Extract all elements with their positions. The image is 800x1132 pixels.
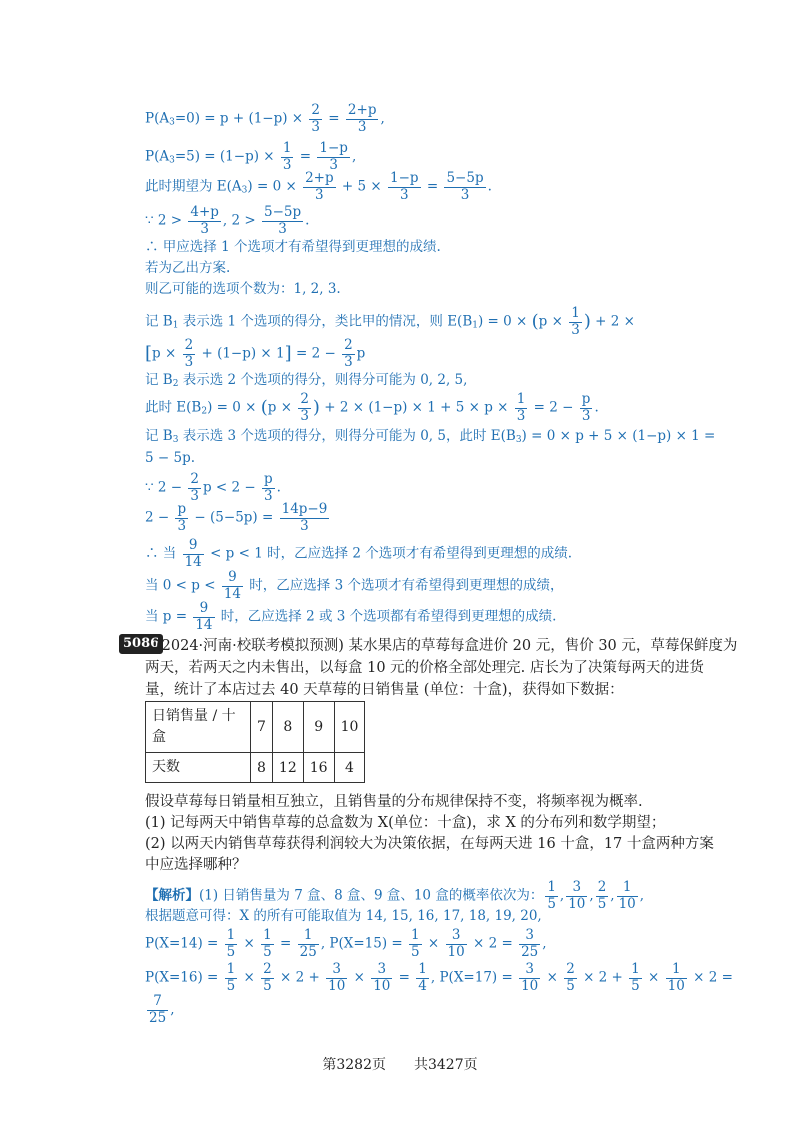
denominator: 3 — [278, 220, 287, 237]
line-l7 — [145, 283, 341, 297]
fraction — [444, 171, 485, 203]
numerator: 1 — [631, 961, 640, 977]
text-run: × 2 = — [688, 969, 733, 986]
denominator: 5 — [597, 895, 607, 912]
line-l3 — [145, 171, 492, 203]
text-run: 记 B — [145, 428, 173, 444]
table-row-label: 天数 — [146, 753, 251, 783]
fraction — [326, 962, 347, 994]
line-l9 — [145, 338, 365, 370]
text-run: 当 0 < p < — [145, 577, 220, 594]
denominator: 3 — [516, 407, 526, 424]
line-l11 — [145, 392, 599, 424]
denominator: 5 — [226, 977, 236, 994]
numerator: 1 — [226, 961, 236, 977]
text-run: P(X=14) = — [145, 935, 223, 952]
bracket: ) — [583, 311, 591, 333]
denominator: 3 — [300, 407, 309, 424]
denominator: 10 — [618, 895, 636, 912]
text-run: ∵ 2 > — [145, 212, 187, 229]
text-run: , — [610, 887, 615, 904]
numerator: 1 — [282, 140, 292, 156]
bracket: ) — [312, 397, 320, 419]
text-run: + (1−p) × 1 — [197, 345, 285, 362]
text-run: − (5−5p) = — [190, 509, 278, 526]
line-s3 — [145, 928, 547, 960]
table-cell: 7 — [251, 702, 273, 753]
analysis-label: 【解析】 — [145, 887, 199, 904]
line-l6 — [145, 262, 230, 276]
denominator: 25 — [149, 1009, 167, 1026]
numerator: 3 — [446, 928, 467, 945]
text-run: 表示选 1 个选项的得分，类比甲的情况，则 E(B — [178, 313, 473, 330]
fraction — [225, 928, 238, 960]
text-run: × — [349, 969, 370, 986]
fraction — [262, 205, 303, 237]
numerator: 1 — [226, 927, 236, 943]
text-run: 记 B — [145, 313, 173, 330]
line-l10 — [145, 374, 467, 389]
text-run: =5) = (1−p) × — [174, 148, 279, 165]
fraction — [262, 472, 275, 504]
fraction — [147, 994, 168, 1026]
subscript: 3 — [169, 117, 175, 128]
table-cell: 4 — [334, 753, 365, 783]
fraction — [281, 141, 294, 173]
numerator: 2 — [566, 961, 575, 977]
fraction — [519, 928, 540, 960]
text-run: 若为乙出方案. — [145, 260, 231, 276]
denominator: 5 — [631, 977, 640, 994]
fraction — [629, 962, 642, 994]
bracket: [ — [145, 343, 153, 365]
denominator: 5 — [263, 977, 272, 994]
denominator: 3 — [460, 186, 470, 203]
text-run: × 2 + — [275, 969, 325, 986]
line-l8 — [145, 306, 635, 338]
numerator: 3 — [519, 962, 540, 979]
fraction — [666, 962, 687, 994]
text-run: , — [639, 887, 645, 904]
text-run: , P(X=17) = — [430, 969, 518, 986]
numerator: 2 — [597, 879, 607, 895]
text-run: 此时 E(B — [145, 399, 202, 416]
numerator: 9 — [222, 570, 243, 587]
line-a2: (1) 记每两天中销售草莓的总盒数为 X(单位：十盒)，求 X 的分布列和数学期望； — [145, 815, 666, 831]
fraction — [309, 103, 322, 135]
text-run: 5 − 5p. — [145, 450, 196, 466]
fraction — [193, 601, 214, 633]
text-run: P(X=16) = — [145, 969, 223, 986]
text-run: ) = 0 × — [247, 178, 302, 195]
text-run: P(A — [145, 148, 170, 165]
subscript: 2 — [201, 406, 208, 417]
fraction — [580, 392, 593, 424]
text-run: = 2 − — [529, 399, 578, 416]
text-run: ) = 0 × p + 5 × (1−p) × 1 = — [521, 428, 716, 444]
denominator: 3 — [357, 118, 367, 135]
numerator: 1 — [418, 961, 427, 977]
subscript: 3 — [169, 155, 175, 166]
text-run: p < 2 − — [202, 479, 260, 496]
fraction — [298, 928, 319, 960]
fraction — [225, 962, 238, 994]
line-l16 — [145, 538, 572, 570]
numerator: 3 — [566, 880, 587, 897]
fraction — [371, 962, 392, 994]
text-run: 则乙可能的选项个数为：1, 2, 3. — [145, 281, 341, 297]
line-l17 — [145, 570, 563, 602]
denominator: 3 — [399, 186, 409, 203]
numerator: 9 — [193, 601, 214, 618]
fraction — [346, 103, 379, 135]
text-run: = — [275, 935, 296, 952]
fraction — [303, 171, 336, 203]
line-l12 — [145, 430, 715, 445]
text-run: ∴ 当 — [145, 545, 181, 562]
subscript: 3 — [515, 435, 522, 445]
text-run: 此时期望为 E(A — [145, 178, 242, 195]
denominator: 3 — [581, 407, 591, 424]
subscript: 1 — [472, 320, 478, 331]
fraction — [564, 962, 577, 994]
subscript: 3 — [241, 185, 248, 196]
denominator: 3 — [315, 186, 324, 203]
text-run: = — [394, 969, 415, 986]
denominator: 10 — [568, 895, 586, 912]
numerator: 3 — [371, 962, 392, 979]
fraction — [617, 880, 638, 912]
numerator: 1 — [666, 962, 687, 979]
text-run: × — [423, 935, 444, 952]
table-cell: 16 — [303, 753, 334, 783]
text-run: , — [589, 887, 594, 904]
text-run: , — [351, 148, 357, 165]
page-footer: 第3282页 共3427页 — [322, 1057, 478, 1073]
text-run: p × — [538, 313, 568, 330]
line-q3: 量，统计了本店过去 40 天草莓的日销售量 (单位：十盒)，获得如下数据： — [145, 682, 624, 698]
question-number-badge: 5086 — [119, 634, 163, 654]
denominator: 10 — [521, 977, 539, 994]
text-run: , — [170, 1001, 175, 1018]
text-run: ) = 0 × — [477, 313, 532, 330]
table-cell: 12 — [272, 753, 303, 783]
fraction — [183, 538, 204, 570]
fraction — [596, 880, 609, 912]
fraction — [183, 338, 196, 370]
fraction — [188, 472, 201, 504]
line-l14 — [145, 472, 281, 504]
numerator: 1 — [547, 879, 556, 895]
numerator: 2+p — [305, 170, 334, 186]
text-run: 时，乙应选择 3 个选项才有希望得到更理想的成绩， — [245, 577, 564, 594]
numerator: 4+p — [190, 204, 219, 220]
numerator: 1−p — [390, 170, 419, 186]
text-run: = — [324, 110, 344, 127]
text-run: × 2 = — [468, 935, 518, 952]
fraction — [545, 880, 558, 912]
denominator: 3 — [184, 353, 194, 370]
text-run: × — [239, 969, 260, 986]
text-run: , — [559, 887, 565, 904]
text-run: 表示选 3 个选项的得分，则得分可能为 0, 5，此时 E(B — [178, 428, 516, 444]
numerator: p — [581, 391, 591, 407]
line-l13 — [145, 452, 195, 466]
fraction — [569, 306, 582, 338]
numerator: p — [264, 471, 273, 487]
denominator: 3 — [571, 321, 580, 338]
numerator: 2 — [184, 337, 194, 353]
fraction — [409, 928, 422, 960]
fraction — [446, 928, 467, 960]
text-run: p — [356, 345, 366, 362]
line-l18 — [145, 601, 556, 633]
text-run: (1) 日销售量为 7 盒、8 盒、9 盒、10 盒的概率依次为： — [199, 887, 544, 904]
text-run: = — [422, 178, 443, 195]
text-run: =0) = p + (1−p) × — [174, 110, 308, 127]
text-run: + 2 × — [590, 313, 635, 330]
text-run: × 2 + — [578, 969, 628, 986]
text-run: P(A — [145, 110, 170, 127]
text-run: 2 − — [145, 509, 174, 526]
text-run: × — [239, 935, 260, 952]
numerator: 9 — [183, 538, 204, 555]
fraction — [261, 928, 274, 960]
line-s4 — [145, 962, 733, 994]
line-a1: 假设草莓每日销量相互独立，且销售量的分布规律保持不变，将频率视为概率. — [145, 794, 643, 810]
denominator: 3 — [190, 487, 199, 504]
denominator: 5 — [547, 895, 556, 912]
denominator: 3 — [200, 220, 209, 237]
fraction — [566, 880, 587, 912]
line-a4: 中应选择哪种？ — [145, 857, 247, 873]
numerator: 2 — [190, 471, 199, 487]
fraction — [515, 392, 528, 424]
bracket: ( — [260, 397, 268, 419]
fraction — [388, 171, 421, 203]
bracket: ( — [531, 311, 539, 333]
denominator: 10 — [328, 977, 346, 994]
text-run: ∴ 甲应选择 1 个选项才有希望得到更理想的成绩. — [145, 239, 441, 255]
line-a3: (2) 以两天内销售草莓获得利润较大为决策依据，在每两天进 16 十盒，17 十盒两种方案 — [145, 836, 714, 852]
denominator: 5 — [566, 977, 575, 994]
subscript: 2 — [172, 379, 179, 389]
numerator: 3 — [519, 928, 540, 945]
table-row — [146, 702, 365, 753]
numerator: 5−5p — [446, 170, 484, 186]
text-run: . — [276, 479, 281, 496]
fraction — [261, 962, 274, 994]
line-l5 — [145, 241, 441, 255]
text-run: × — [643, 969, 664, 986]
denominator: 14 — [223, 585, 241, 602]
denominator: 3 — [311, 118, 321, 135]
fraction — [416, 962, 429, 994]
numerator: 1 — [298, 928, 319, 945]
denominator: 3 — [264, 487, 273, 504]
text-run: , — [542, 935, 547, 952]
text-run: , 2 > — [222, 212, 260, 229]
numerator: 3 — [326, 962, 347, 979]
denominator: 10 — [667, 977, 685, 994]
denominator: 4 — [418, 977, 427, 994]
line-l4 — [145, 205, 309, 237]
fraction — [298, 392, 311, 424]
table-cell: 8 — [272, 702, 303, 753]
fraction — [188, 205, 221, 237]
text-run: 记 B — [145, 372, 173, 388]
denominator: 5 — [411, 943, 420, 960]
fraction — [280, 502, 330, 534]
text-run: ) = 0 × — [207, 399, 261, 416]
text-run: < p < 1 时，乙应选择 2 个选项才有希望得到更理想的成绩. — [205, 545, 573, 562]
table-cell: 10 — [334, 702, 365, 753]
denominator: 3 — [329, 156, 338, 173]
subscript: 1 — [172, 320, 179, 331]
text-run: . — [305, 212, 310, 229]
table-header-cell: 日销售量 / 十 盒 — [146, 702, 251, 753]
fraction — [317, 141, 350, 173]
denominator: 10 — [373, 977, 391, 994]
table-row — [146, 753, 365, 783]
fraction — [222, 570, 243, 602]
fraction — [519, 962, 540, 994]
numerator: 1 — [263, 927, 272, 943]
text-run: ∵ 2 − — [145, 479, 187, 496]
numerator: 2 — [344, 337, 353, 353]
numerator: p — [177, 501, 187, 517]
text-run: = — [295, 148, 316, 165]
line-s5 — [145, 994, 174, 1026]
numerator: 7 — [147, 994, 168, 1011]
denominator: 10 — [447, 943, 465, 960]
bracket: ] — [284, 343, 292, 365]
text-run: . — [594, 399, 599, 416]
numerator: 2 — [263, 961, 272, 977]
table-cell: 9 — [303, 702, 334, 753]
denominator: 3 — [177, 517, 187, 534]
denominator: 14 — [184, 553, 202, 570]
text-run: . — [487, 178, 492, 195]
numerator: 1 — [571, 305, 580, 321]
line-q1: (2024·河南·校联考模拟预测) 某水果店的草莓每盒进价 20 元，售价 30 元，草莓保鲜度为 — [156, 638, 738, 654]
fraction — [342, 338, 355, 370]
numerator: 1 — [411, 927, 420, 943]
numerator: 1 — [617, 880, 638, 897]
denominator: 3 — [344, 353, 353, 370]
numerator: 5−5p — [264, 204, 302, 220]
denominator: 25 — [299, 943, 317, 960]
text-run: 当 p = — [145, 608, 192, 625]
line-l1 — [145, 103, 385, 135]
numerator: 1 — [516, 391, 526, 407]
line-l2 — [145, 141, 356, 173]
numerator: 14p−9 — [281, 501, 328, 517]
text-run: , P(X=15) = — [320, 935, 408, 952]
text-run: 时，乙应选择 2 或 3 个选项都有希望得到更理想的成绩. — [216, 608, 557, 625]
numerator: 2 — [300, 391, 309, 407]
numerator: 2 — [311, 102, 321, 118]
denominator: 5 — [226, 943, 236, 960]
denominator: 3 — [300, 517, 309, 534]
line-s2 — [145, 910, 542, 924]
subscript: 3 — [172, 435, 179, 445]
text-run: , — [380, 110, 385, 127]
sales-table — [145, 701, 365, 783]
text-run: + 2 × (1−p) × 1 + 5 × p × — [319, 399, 513, 416]
numerator: 1−p — [319, 140, 348, 156]
line-q2: 两天，若两天之内未售出，以每盒 10 元的价格全部处理完. 店长为了决策每两天的进货 — [145, 660, 704, 676]
denominator: 25 — [521, 943, 539, 960]
table-cell: 8 — [251, 753, 273, 783]
text-run: p × — [267, 399, 297, 416]
fraction — [175, 502, 188, 534]
text-run: 根据题意可得：X 的所有可能取值为 14, 15, 16, 17, 18, 19, 20, — [145, 908, 542, 924]
line-l15 — [145, 502, 331, 534]
denominator: 14 — [195, 616, 213, 633]
text-run: + 5 × — [337, 178, 386, 195]
denominator: 5 — [263, 943, 272, 960]
text-run: × — [542, 969, 563, 986]
text-run: = 2 − — [291, 345, 341, 362]
text-run: 表示选 2 个选项的得分，则得分可能为 0, 2, 5, — [178, 372, 468, 388]
denominator: 3 — [282, 156, 292, 173]
text-run: p × — [152, 345, 181, 362]
numerator: 2+p — [347, 102, 377, 118]
